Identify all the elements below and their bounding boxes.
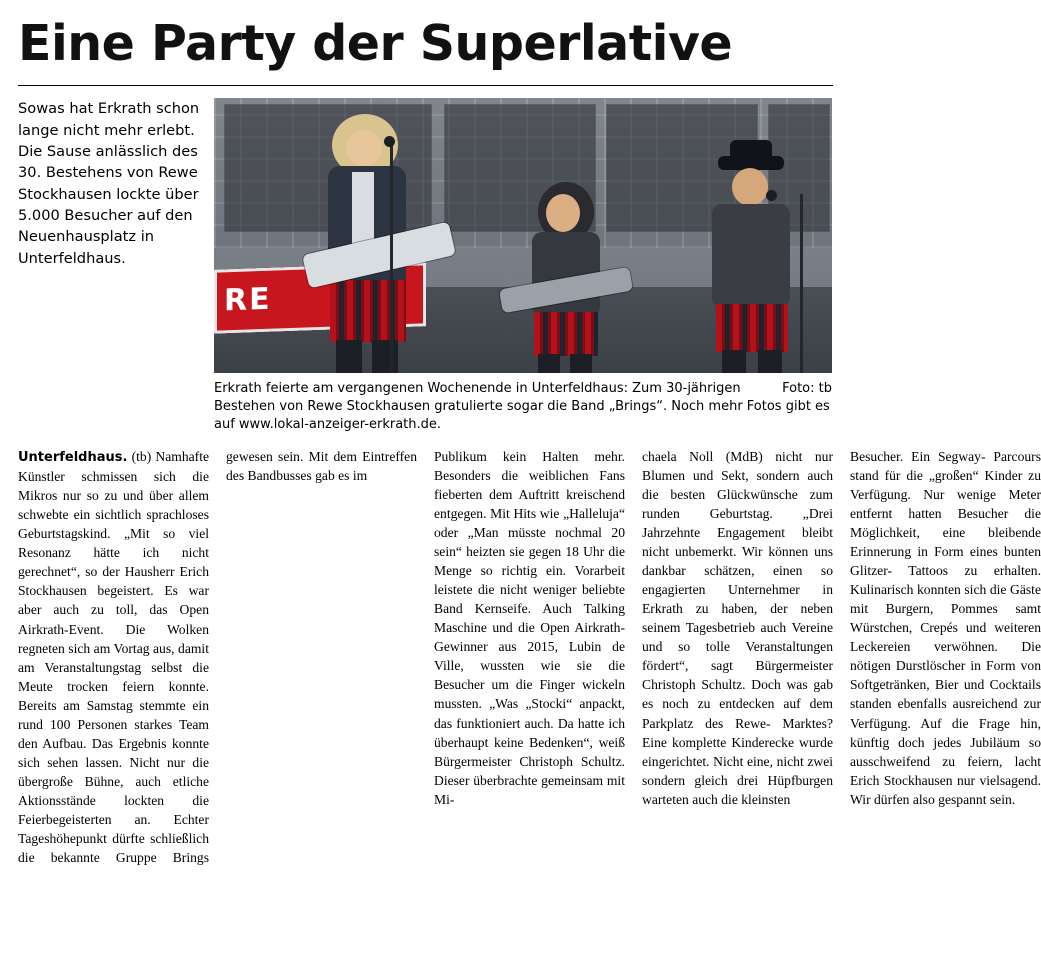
title-divider bbox=[18, 85, 833, 86]
article-paragraph-2 bbox=[434, 447, 625, 809]
column-text-3: chaela Noll (MdB) nicht nur Blumen und Sekt, sondern auch die besten Glückwünsche zum runden Geburtstag. „Drei Jahrzehnte Engagement bleibt nicht unbemerkt. Wir können uns dankbar schätzen, einen so engagierten Unternehmer in Erkrath zu haben, der neben seinem Tagesbetrieb auch Vereine und so tolle Veranstaltungen fördert“, sagt Bürgermeister Christoph Schultz. Doch was gab es noch zu entdecken auf dem Parkplatz des Rewe- Marktes? Eine komplette Kinderecke wurde eingerichtet. Nicht eine, nicht zwei sondern gleich drei Hüpfburgen warteten auch die kleinsten bbox=[642, 449, 833, 807]
photo-credit: Foto: tb bbox=[782, 381, 832, 397]
newspaper-article-page bbox=[0, 15, 1041, 960]
photo-person-singer bbox=[692, 156, 812, 373]
jacket bbox=[712, 204, 790, 308]
article-body bbox=[18, 447, 1041, 899]
microphone bbox=[766, 190, 777, 201]
column-text-1: Namhafte Künstler schmissen sich die Mikros nur so zu und über allem schwebte ein sichtlich sprachloses Geburtstagskind. „Mit so viel Resonanz hätte ich nicht gerechnet“, so der Hausherr Erich Stockhausen begeistert. Es war aber auch zu toll, das Open Airkrath-Event. Die Wolken regneten sich am Vortag aus, damit am Veranstaltungstag selbst die Meute trocken feiern konnte. Bereits am Samstag stemmte ein rund 100 Personen starkes Team den Aufbau. Das Ergebnis konnte sich sehen lassen. Nicht nur die übergroße Bühne, auch etliche Aktionsstände lockten die Feierbegeisterten an. Echter Tageshöhepunkt dürfte schließlich die bekannte Gruppe Brings gewesen sein. Mit dem Eintreffen des Bandbusses gab es im bbox=[18, 449, 417, 865]
article-photo bbox=[214, 98, 832, 373]
lead-paragraph: Sowas hat Erkrath schon lange nicht mehr erlebt. Die Sause anlässlich des 30. Bestehens von Rewe Stockhausen lockte über 5.000 Besucher auf den Neuenhausplatz in Unterfeldhaus. bbox=[18, 100, 200, 267]
article-paragraph-3 bbox=[642, 447, 833, 809]
article-paragraph-4 bbox=[850, 447, 1041, 809]
byline: (tb) bbox=[131, 449, 152, 465]
article-paragraph-1 bbox=[18, 447, 417, 899]
photo-person-guitarist bbox=[310, 120, 440, 373]
lead-and-photo-area bbox=[18, 98, 833, 433]
rewe-banner-text: RE bbox=[224, 282, 272, 319]
article-columns bbox=[18, 447, 1041, 899]
lead-column bbox=[18, 98, 214, 268]
kilt bbox=[330, 280, 406, 342]
photo-column bbox=[214, 98, 833, 433]
column-text-2: Publikum kein Halten mehr. Besonders die weiblichen Fans fieberten dem Auftritt kreischend entgegen. Mit Hits wie „Halleluja“ oder „Man müsste nochmal 20 sein“ heizten sie gegen 18 Uhr die Menge so richtig ein. Vorarbeit leistete die nicht weniger beliebte Band Kernseife. Auch Talking Maschine und die Open Airkrath-Gewinner aus 2015, Lubin de Ville, wussten wie sie die Besucher um die Finger wickeln mussten. „Was „Stocki“ anpackt, das funktioniert auch. Da hatte ich überhaupt keine Bedenken“, weiß Bürgermeister Christoph Schultz. Dieser überbrachte gemeinsam mit Mi- bbox=[434, 449, 625, 807]
photo-caption bbox=[214, 380, 832, 433]
column-text-4: Besucher. Ein Segway- Parcours stand für die „großen“ Kinder zu Verfügung. Nur wenige Meter entfernt hatten Besucher die Möglichkeit, eine bleibende Erinnerung in Form eines bunten Glitzer- Tattoos zu erhalten. Kulinarisch konnten sich die Gäste mit Burgern, Pommes samt Würstchen, Crepés und weiteren Leckereien verwöhnen. Die nötigen Durstlöscher in Form von Softgetränken, Bier und Cocktails standen ebenfalls ausreichend zur Verfügung. Auf die Frage hin, künftig doch jedes Jubiläum so ausschweifend zu feiern, lacht Erich Stockhausen nur vielsagend. Wir dürfen also gespannt sein. bbox=[850, 449, 1041, 807]
photo-person-bassist bbox=[512, 186, 622, 373]
hat-crown bbox=[730, 140, 772, 162]
mic-stand bbox=[800, 194, 803, 373]
page-title: Eine Party der Superlative bbox=[18, 15, 733, 72]
mic-stand bbox=[390, 138, 393, 373]
dateline: Unterfeldhaus. bbox=[18, 450, 128, 466]
kilt bbox=[534, 312, 598, 356]
photo-caption-text: Erkrath feierte am vergangenen Wochenende in Unterfeldhaus: Zum 30-jährigen Bestehen von Rewe Stockhausen gratulierte sogar die Band „Brings“. Noch mehr Fotos gibt es auf www.lokal-anzeiger-erkrath.de. bbox=[214, 381, 830, 432]
kilt bbox=[716, 304, 788, 352]
